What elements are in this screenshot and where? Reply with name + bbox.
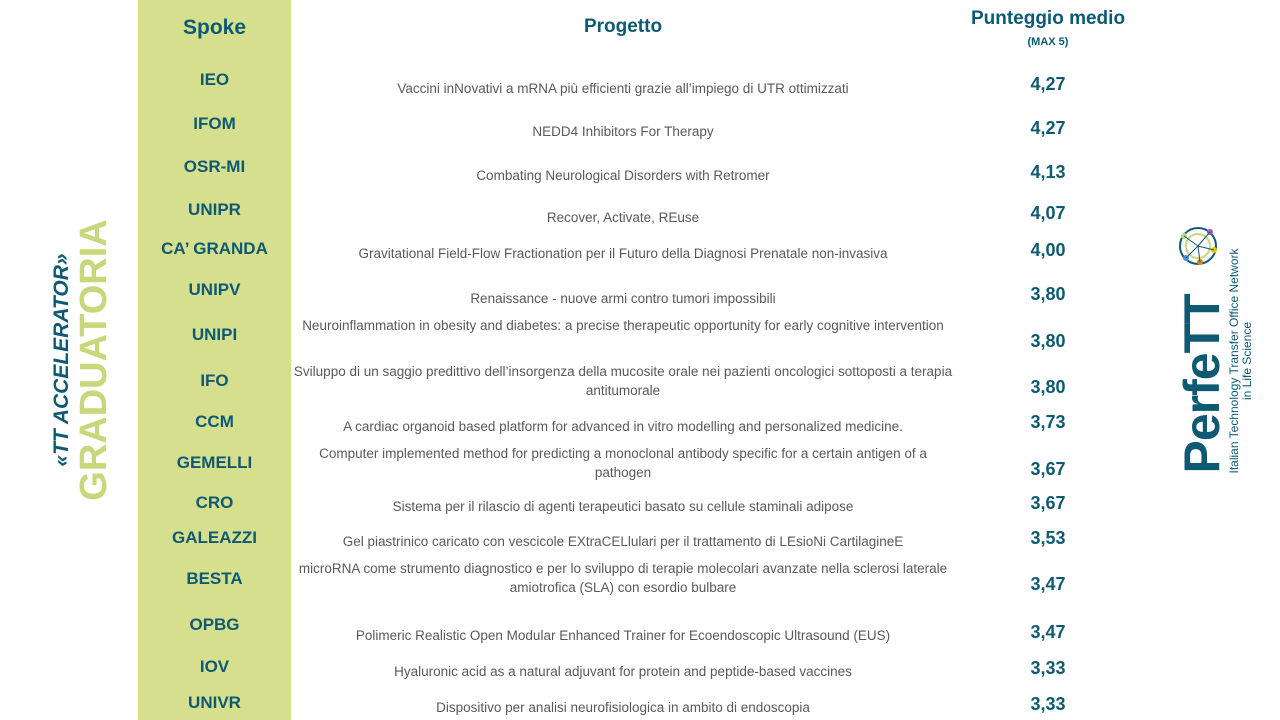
logo-subtitle-line2: in Life Science bbox=[1240, 321, 1254, 401]
side-title-line2: GRADUATORIA bbox=[73, 219, 115, 501]
row-score: 4,13 bbox=[1030, 162, 1066, 182]
row-spoke: GALEAZZI bbox=[172, 528, 257, 547]
row-score: 4,27 bbox=[1030, 74, 1066, 94]
row-score: 3,33 bbox=[1030, 658, 1066, 678]
header-project: Progetto bbox=[583, 16, 663, 37]
row-project: Gravitational Field-Flow Fractionation per il Futuro della Diagnosi Prenatale non-invasiva bbox=[358, 246, 888, 261]
row-spoke: IFOM bbox=[193, 114, 236, 133]
network-emblem-icon bbox=[1174, 222, 1222, 270]
row-spoke: CA’ GRANDA bbox=[161, 239, 268, 258]
row-spoke: GEMELLI bbox=[176, 453, 253, 472]
row-project: NEDD4 Inhibitors For Therapy bbox=[532, 124, 714, 139]
row-project: Sviluppo di un saggio predittivo dell’insorgenza della mucosite orale nei pazienti oncologici sottoposti a terapia antitumorale bbox=[293, 364, 953, 398]
header-score-max: (MAX 5) bbox=[1027, 36, 1069, 48]
row-score: 4,07 bbox=[1030, 203, 1066, 223]
row-spoke: OPBG bbox=[189, 615, 240, 634]
row-project: Recover, Activate, REuse bbox=[546, 210, 700, 225]
row-spoke: UNIPR bbox=[188, 200, 241, 219]
row-spoke: UNIPV bbox=[188, 280, 241, 299]
row-score: 3,67 bbox=[1030, 459, 1066, 479]
logo-wordmark: PerfeTT bbox=[1174, 294, 1230, 474]
row-spoke: IEO bbox=[199, 70, 230, 89]
row-project: microRNA come strumento diagnostico e per lo sviluppo di terapie molecolari avanzate nella sclerosi laterale amiotrofica (SLA) con esordio bulbare bbox=[298, 561, 948, 595]
row-score: 3,47 bbox=[1030, 622, 1066, 642]
row-score: 3,67 bbox=[1030, 493, 1066, 513]
row-spoke: BESTA bbox=[186, 569, 243, 588]
row-spoke: IOV bbox=[199, 657, 230, 676]
row-project: Hyaluronic acid as a natural adjuvant for protein and peptide-based vaccines bbox=[394, 664, 852, 679]
row-spoke: UNIPI bbox=[191, 325, 238, 344]
row-project: Dispositivo per analisi neurofisiologica in ambito di endoscopia bbox=[436, 700, 810, 715]
row-project: Computer implemented method for predicting a monoclonal antibody specific for a certain antigen of a pathogen bbox=[319, 446, 927, 480]
row-score: 3,80 bbox=[1030, 284, 1066, 304]
row-score: 3,33 bbox=[1030, 694, 1066, 714]
row-project: Vaccini inNovativi a mRNA più efficienti grazie all’impiego di UTR ottimizzati bbox=[397, 81, 849, 96]
row-score: 4,27 bbox=[1030, 118, 1066, 138]
row-project: Renaissance - nuove armi contro tumori impossibili bbox=[470, 291, 776, 306]
row-spoke: CCM bbox=[195, 412, 234, 431]
row-score: 3,47 bbox=[1030, 574, 1066, 594]
row-spoke: UNIVR bbox=[188, 693, 241, 712]
row-project: Gel piastrinico caricato con vescicole EXtraCELlulari per il trattamento di LEsioNi CartilagineE bbox=[342, 534, 904, 549]
perfett-logo bbox=[1170, 222, 1260, 500]
row-score: 4,00 bbox=[1030, 240, 1066, 260]
row-score: 3,73 bbox=[1030, 412, 1066, 432]
row-score: 3,80 bbox=[1030, 377, 1066, 397]
row-spoke: OSR-MI bbox=[183, 157, 246, 176]
row-project: Neuroinflammation in obesity and diabetes: a precise therapeutic opportunity for early cognitive intervention bbox=[302, 318, 944, 333]
spoke-column-band bbox=[138, 0, 291, 720]
logo-subtitle-line1: Italian Technology Transfer Office Network bbox=[1227, 248, 1241, 474]
header-score: Punteggio medio bbox=[970, 8, 1126, 29]
row-spoke: IFO bbox=[200, 371, 229, 390]
row-project: Polimeric Realistic Open Modular Enhanced Trainer for Ecoendoscopic Ultrasound (EUS) bbox=[355, 628, 891, 643]
row-project: A cardiac organoid based platform for advanced in vitro modelling and personalized medicine. bbox=[343, 419, 903, 434]
row-project: Sistema per il rilascio di agenti terapeutici basato su cellule staminali adipose bbox=[392, 499, 854, 514]
row-project: Combating Neurological Disorders with Retromer bbox=[476, 168, 770, 183]
row-spoke: CRO bbox=[195, 493, 234, 512]
side-title-line1: «TT ACCELERATOR» bbox=[50, 253, 73, 467]
row-score: 3,80 bbox=[1030, 331, 1066, 351]
row-score: 3,53 bbox=[1030, 528, 1066, 548]
header-spoke: Spoke bbox=[182, 16, 247, 39]
